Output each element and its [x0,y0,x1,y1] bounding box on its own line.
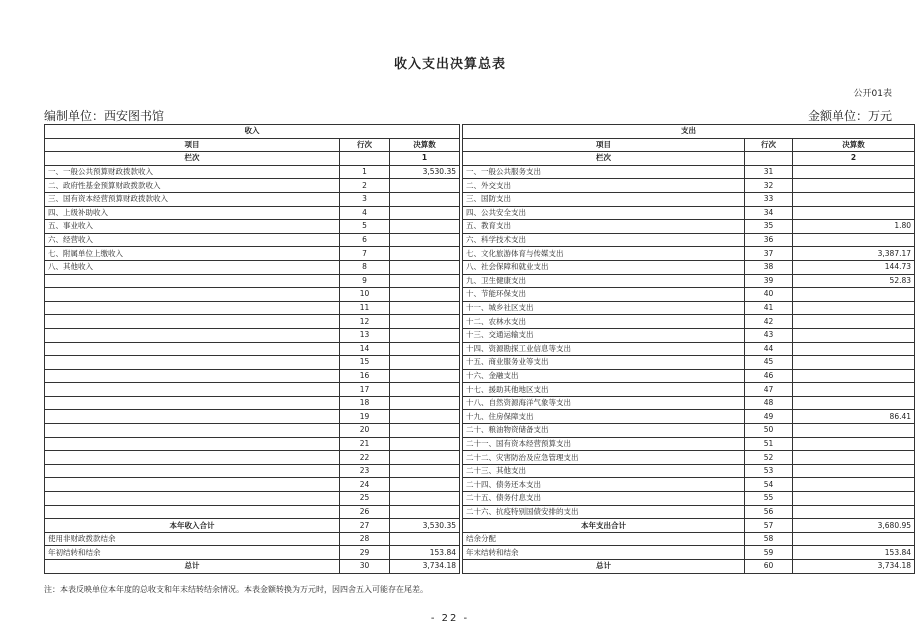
table-row [45,464,915,478]
expense-amount: 3,387.17 [793,247,915,261]
income-amount [390,369,460,383]
income-line: 12 [340,315,390,329]
table-row [45,288,915,302]
expense-amount [793,179,915,193]
expense-item: 十九、住房保障支出 [463,410,745,424]
income-line: 4 [340,206,390,220]
income-summary-item: 年初结转和结余 [45,546,340,560]
expense-lanci: 栏次 [463,152,745,166]
income-item: 四、上级补助收入 [45,206,340,220]
income-line: 24 [340,478,390,492]
expense-item: 十八、自然资源海洋气象等支出 [463,396,745,410]
table-row [45,192,915,206]
expense-amount [793,328,915,342]
income-col-number: 1 [390,152,460,166]
expense-summary-amount: 3,734.18 [793,560,915,574]
income-line: 18 [340,396,390,410]
expense-amount [793,492,915,506]
expense-amount: 1.80 [793,220,915,234]
income-line: 5 [340,220,390,234]
income-amount [390,492,460,506]
expense-line: 48 [745,396,793,410]
income-line: 21 [340,437,390,451]
expense-item: 八、社会保障和就业支出 [463,260,745,274]
expense-line: 44 [745,342,793,356]
table-row [45,260,915,274]
expense-line: 32 [745,179,793,193]
table-row [45,233,915,247]
expense-item-header: 项目 [463,138,745,152]
income-item [45,492,340,506]
summary-row [45,560,915,574]
income-line: 2 [340,179,390,193]
income-line: 14 [340,342,390,356]
expense-line: 56 [745,505,793,519]
expense-line: 47 [745,383,793,397]
income-amount [390,192,460,206]
income-amount [390,396,460,410]
expense-line: 42 [745,315,793,329]
table-row [45,220,915,234]
page-number: - 22 - [430,613,470,624]
income-amount [390,315,460,329]
expense-amount [793,464,915,478]
table-row [45,315,915,329]
income-amount [390,247,460,261]
table-row [45,342,915,356]
income-summary-item: 使用非财政拨款结余 [45,532,340,546]
expense-item: 二、外交支出 [463,179,745,193]
income-item [45,410,340,424]
header-row-columns [45,138,915,152]
expense-line: 41 [745,301,793,315]
expense-line: 35 [745,220,793,234]
income-amount [390,464,460,478]
expense-item: 五、教育支出 [463,220,745,234]
income-summary-amount [390,532,460,546]
table-row [45,247,915,261]
expense-summary-amount [793,532,915,546]
expense-line: 34 [745,206,793,220]
income-item: 三、国有资本经营预算财政拨款收入 [45,192,340,206]
table-row [45,301,915,315]
expense-item: 十三、交通运输支出 [463,328,745,342]
income-item: 五、事业收入 [45,220,340,234]
income-line: 8 [340,260,390,274]
report-title: 收入支出决算总表 [393,57,506,72]
income-item [45,369,340,383]
income-item [45,301,340,315]
expense-item: 二十五、债务付息支出 [463,492,745,506]
income-summary-item: 本年收入合计 [45,519,340,533]
income-expense-table [44,124,915,574]
expense-line: 38 [745,260,793,274]
expense-col-number: 2 [793,152,915,166]
expense-summary-item: 总计 [463,560,745,574]
header-row-section [45,125,915,139]
income-amount: 3,530.35 [390,165,460,179]
income-amount [390,505,460,519]
expense-summary-line: 58 [745,532,793,546]
income-summary-line: 30 [340,560,390,574]
expense-line: 51 [745,437,793,451]
expense-line: 54 [745,478,793,492]
income-amount [390,478,460,492]
income-item [45,478,340,492]
income-amount [390,356,460,370]
table-row [45,328,915,342]
expense-header: 支出 [463,125,915,139]
expense-line: 52 [745,451,793,465]
expense-item: 四、公共安全支出 [463,206,745,220]
table-row [45,396,915,410]
expense-amount [793,342,915,356]
income-item: 八、其他收入 [45,260,340,274]
expense-line: 31 [745,165,793,179]
expense-item: 二十一、国有资本经营预算支出 [463,437,745,451]
expense-line: 40 [745,288,793,302]
expense-amount [793,451,915,465]
income-header: 收入 [45,125,460,139]
table-row [45,383,915,397]
expense-summary-item: 年末结转和结余 [463,546,745,560]
expense-amount [793,315,915,329]
expense-item: 十七、援助其他地区支出 [463,383,745,397]
table-row [45,437,915,451]
income-line: 7 [340,247,390,261]
income-line: 13 [340,328,390,342]
income-amount [390,260,460,274]
income-amount [390,206,460,220]
expense-summary-amount: 153.84 [793,546,915,560]
income-amount [390,233,460,247]
income-amount [390,274,460,288]
expense-line: 37 [745,247,793,261]
expense-summary-item: 本年支出合计 [463,519,745,533]
expense-item: 十二、农林水支出 [463,315,745,329]
expense-summary-line: 59 [745,546,793,560]
expense-amount [793,424,915,438]
income-amount [390,437,460,451]
expense-item: 二十六、抗疫特别国债安排的支出 [463,505,745,519]
expense-amount [793,369,915,383]
header-row-lanci [45,152,915,166]
summary-row [45,519,915,533]
income-item [45,342,340,356]
footnote: 注：本表反映单位本年度的总收支和年末结转结余情况。本表金额转换为万元时，因四舍五入可能存在尾差。 [44,585,428,594]
income-amount [390,383,460,397]
table-row [45,492,915,506]
expense-item: 二十、粮油物资储备支出 [463,424,745,438]
income-item [45,274,340,288]
income-line: 10 [340,288,390,302]
income-amount [390,410,460,424]
table-row [45,206,915,220]
expense-amount [793,383,915,397]
unit-label: 金额单位：万元 [807,109,892,123]
table-row [45,356,915,370]
income-line: 17 [340,383,390,397]
expense-amount [793,165,915,179]
expense-line: 39 [745,274,793,288]
income-amount [390,328,460,342]
income-summary-line: 27 [340,519,390,533]
expense-lanci-line [745,152,793,166]
expense-line: 33 [745,192,793,206]
expense-summary-line: 60 [745,560,793,574]
expense-amount [793,505,915,519]
income-line: 15 [340,356,390,370]
income-item: 六、经营收入 [45,233,340,247]
expense-summary-line: 57 [745,519,793,533]
table-row [45,274,915,288]
income-item: 一、一般公共预算财政拨款收入 [45,165,340,179]
income-item [45,424,340,438]
table-row [45,410,915,424]
expense-amount [793,301,915,315]
expense-line: 50 [745,424,793,438]
summary-row [45,546,915,560]
income-item [45,437,340,451]
income-line: 19 [340,410,390,424]
income-summary-line: 28 [340,532,390,546]
income-line: 25 [340,492,390,506]
expense-item: 二十二、灾害防治及应急管理支出 [463,451,745,465]
expense-line: 53 [745,464,793,478]
expense-amount-header: 决算数 [793,138,915,152]
income-lanci-line [340,152,390,166]
income-line: 11 [340,301,390,315]
income-line: 22 [340,451,390,465]
income-line-header: 行次 [340,138,390,152]
expense-line: 49 [745,410,793,424]
income-summary-amount: 3,530.35 [390,519,460,533]
expense-line-header: 行次 [745,138,793,152]
income-item [45,328,340,342]
expense-line: 46 [745,369,793,383]
income-item [45,383,340,397]
income-item-header: 项目 [45,138,340,152]
income-item: 二、政府性基金预算财政拨款收入 [45,179,340,193]
expense-item: 十六、金融支出 [463,369,745,383]
income-line: 20 [340,424,390,438]
expense-amount [793,206,915,220]
expense-amount [793,396,915,410]
income-summary-amount: 153.84 [390,546,460,560]
income-amount [390,342,460,356]
income-item [45,356,340,370]
expense-item: 七、文化旅游体育与传媒支出 [463,247,745,261]
income-amount-header: 决算数 [390,138,460,152]
expense-summary-amount: 3,680.95 [793,519,915,533]
expense-line: 45 [745,356,793,370]
income-summary-amount: 3,734.18 [390,560,460,574]
income-amount [390,179,460,193]
expense-item: 六、科学技术支出 [463,233,745,247]
income-lanci: 栏次 [45,152,340,166]
expense-amount [793,478,915,492]
income-amount [390,220,460,234]
expense-line: 36 [745,233,793,247]
income-item [45,288,340,302]
expense-item: 二十三、其他支出 [463,464,745,478]
expense-summary-item: 结余分配 [463,532,745,546]
income-line: 6 [340,233,390,247]
expense-amount [793,288,915,302]
income-item [45,505,340,519]
expense-item: 十一、城乡社区支出 [463,301,745,315]
income-item [45,396,340,410]
income-summary-item: 总计 [45,560,340,574]
table-row [45,165,915,179]
expense-amount [793,356,915,370]
income-item [45,451,340,465]
table-row [45,505,915,519]
expense-item: 三、国防支出 [463,192,745,206]
expense-item: 十四、资源勘探工业信息等支出 [463,342,745,356]
expense-amount [793,437,915,451]
income-line: 23 [340,464,390,478]
income-item: 七、附属单位上缴收入 [45,247,340,261]
summary-row [45,532,915,546]
expense-amount [793,192,915,206]
income-line: 1 [340,165,390,179]
expense-amount: 52.83 [793,274,915,288]
income-amount [390,451,460,465]
income-line: 3 [340,192,390,206]
org-label: 编制单位：西安图书馆 [44,109,165,123]
expense-amount: 86.41 [793,410,915,424]
income-amount [390,301,460,315]
expense-line: 43 [745,328,793,342]
expense-item: 一、一般公共服务支出 [463,165,745,179]
expense-amount [793,233,915,247]
income-item [45,315,340,329]
table-row [45,478,915,492]
income-amount [390,424,460,438]
income-item [45,464,340,478]
expense-amount: 144.73 [793,260,915,274]
form-code: 公开01表 [853,89,892,99]
table-row [45,369,915,383]
expense-line: 55 [745,492,793,506]
expense-item: 十、节能环保支出 [463,288,745,302]
table-row [45,179,915,193]
expense-item: 十五、商业服务业等支出 [463,356,745,370]
income-amount [390,288,460,302]
income-line: 16 [340,369,390,383]
income-line: 26 [340,505,390,519]
income-line: 9 [340,274,390,288]
expense-item: 二十四、债务还本支出 [463,478,745,492]
table-row [45,424,915,438]
table-row [45,451,915,465]
expense-item: 九、卫生健康支出 [463,274,745,288]
income-summary-line: 29 [340,546,390,560]
